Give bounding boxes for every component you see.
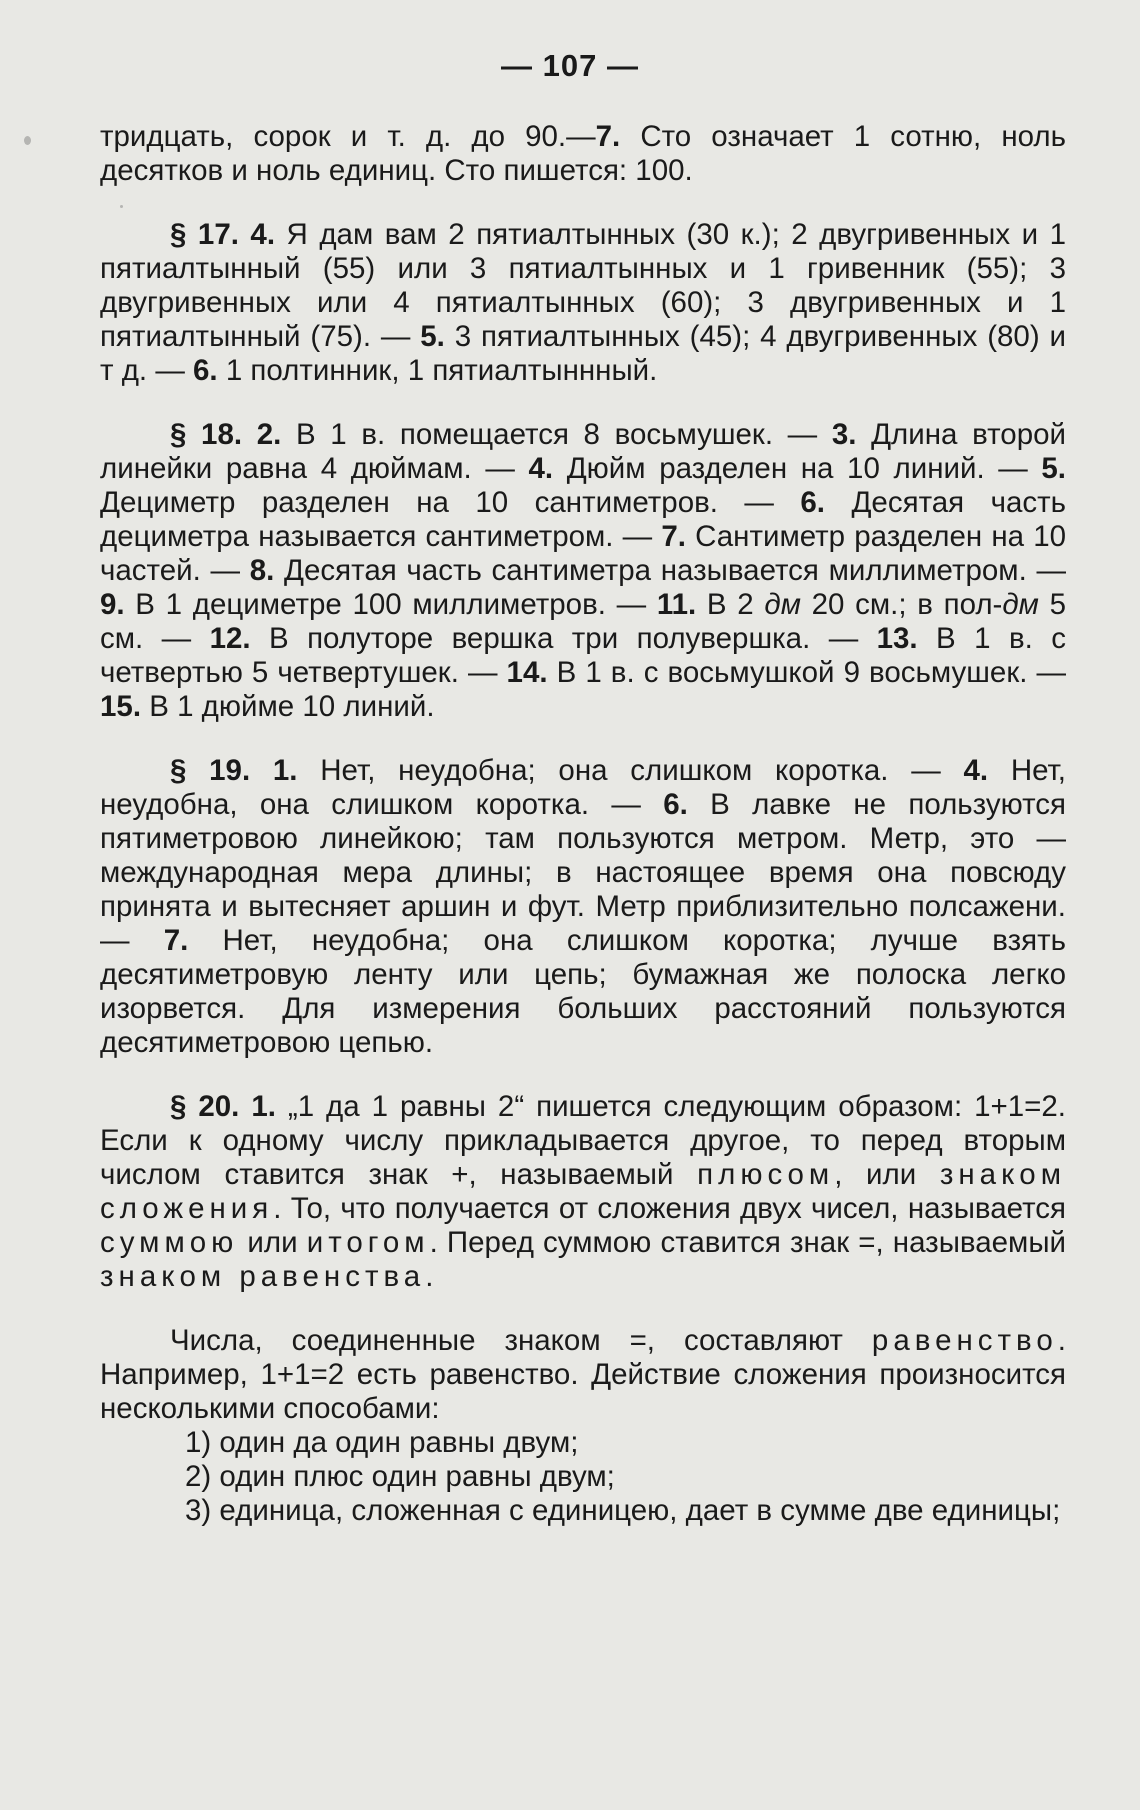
list-item: 1) один да один равны двум; bbox=[185, 1426, 579, 1459]
paragraph-continued: тридцать, сорок и т. д. до 90.—7. Сто означает 1 сотню, ноль десятков и ноль единиц. Сто пишется: 100. bbox=[100, 120, 1066, 187]
term-addition-sign: знаком сложения bbox=[100, 1158, 1066, 1225]
section-heading: § 20. 1. bbox=[170, 1090, 276, 1123]
section-18: § 18. 2. В 1 в. помещается 8 восьмушек. — 3. Длина второй линейки равна 4 дюймам. — 4. Дюйм разделен на 10 линий. — 5. Дециметр разделен на 10 сантиметров. — 6. Десятая часть дециметра называется сантиметром. — 7. Сантиметр разделен на 10 частей. — 8. Десятая часть сантиметра называется миллиметром. — 9. В 1 дециметре 100 миллиметров. — 11. В 2 дм 20 см.; в пол-дм 5 см. — 12. В полуторе вершка три полувершка. — 13. В 1 в. с четвертью 5 четвертушек. — 14. В 1 в. с восьмушкой 9 восьмушек. — 15. В 1 дюйме 10 линий. bbox=[100, 418, 1067, 723]
term-plus: плюсом bbox=[697, 1158, 835, 1191]
section-heading: § 19. 1. bbox=[170, 754, 298, 787]
scan-speck bbox=[24, 136, 31, 145]
section-20: § 20. 1. „1 да 1 равны 2“ пишется следующим образом: 1+1=2. Если к одному числу прикладывается другое, то перед вторым числом ставится знак +, называемый плюсом, или знаком сложения. То, что получается от сложения двух чисел, называется суммою или итогом. Перед суммою ставится знак =, называемый знаком равенства. bbox=[100, 1090, 1067, 1293]
section-heading: § 18. 2. bbox=[170, 418, 282, 451]
section-heading: § 17. 4. bbox=[170, 218, 276, 251]
page-number: — 107 — bbox=[501, 48, 639, 83]
list-item: 2) один плюс один равны двум; bbox=[185, 1460, 615, 1493]
term-sum: суммою bbox=[100, 1226, 239, 1259]
section-19: § 19. 1. Нет, неудобна; она слишком коротка. — 4. Нет, неудобна, она слишком коротка. — 6. В лавке не пользуются пятиметровою линейкою; там пользуются метром. Метр, это — международная мера длины; в настоящее время она повсюду принята и вытесняет аршин и фут. Метр приблизительно полсажени. — 7. Нет, неудобна; она слишком коротка; лучше взять десятиметровую ленту или цепь; бумажная же полоска легко изорвется. Для измерения больших расстояний пользуются десятиметровою цепью. bbox=[100, 754, 1066, 1059]
paragraph-equality: Числа, соединенные знаком =, составляют равенство. Например, 1+1=2 есть равенство. Действие сложения произносится несколькими способами: bbox=[100, 1324, 1066, 1425]
list-item: 3) единица, сложенная с единицею, дает в сумме две единицы; bbox=[185, 1494, 1061, 1527]
term-equality: равенство bbox=[871, 1324, 1058, 1357]
section-17: § 17. 4. Я дам вам 2 пятиалтынных (30 к.); 2 двугривенных и 1 пятиалтынный (55) или 3 пятиалтынных и 1 гривенник (55); 3 двугривенных или 4 пятиалтынных (60); 3 двугривенных и 1 пятиалтынный (75). — 5. 3 пятиалтынных (45); 4 двугривенных (80) и т д. — 6. 1 полтинник, 1 пятиалтыннный. bbox=[100, 218, 1066, 387]
page-body bbox=[100, 120, 1066, 1528]
term-total: итогом bbox=[306, 1226, 430, 1259]
term-equality-sign: знаком равенства bbox=[100, 1260, 426, 1293]
